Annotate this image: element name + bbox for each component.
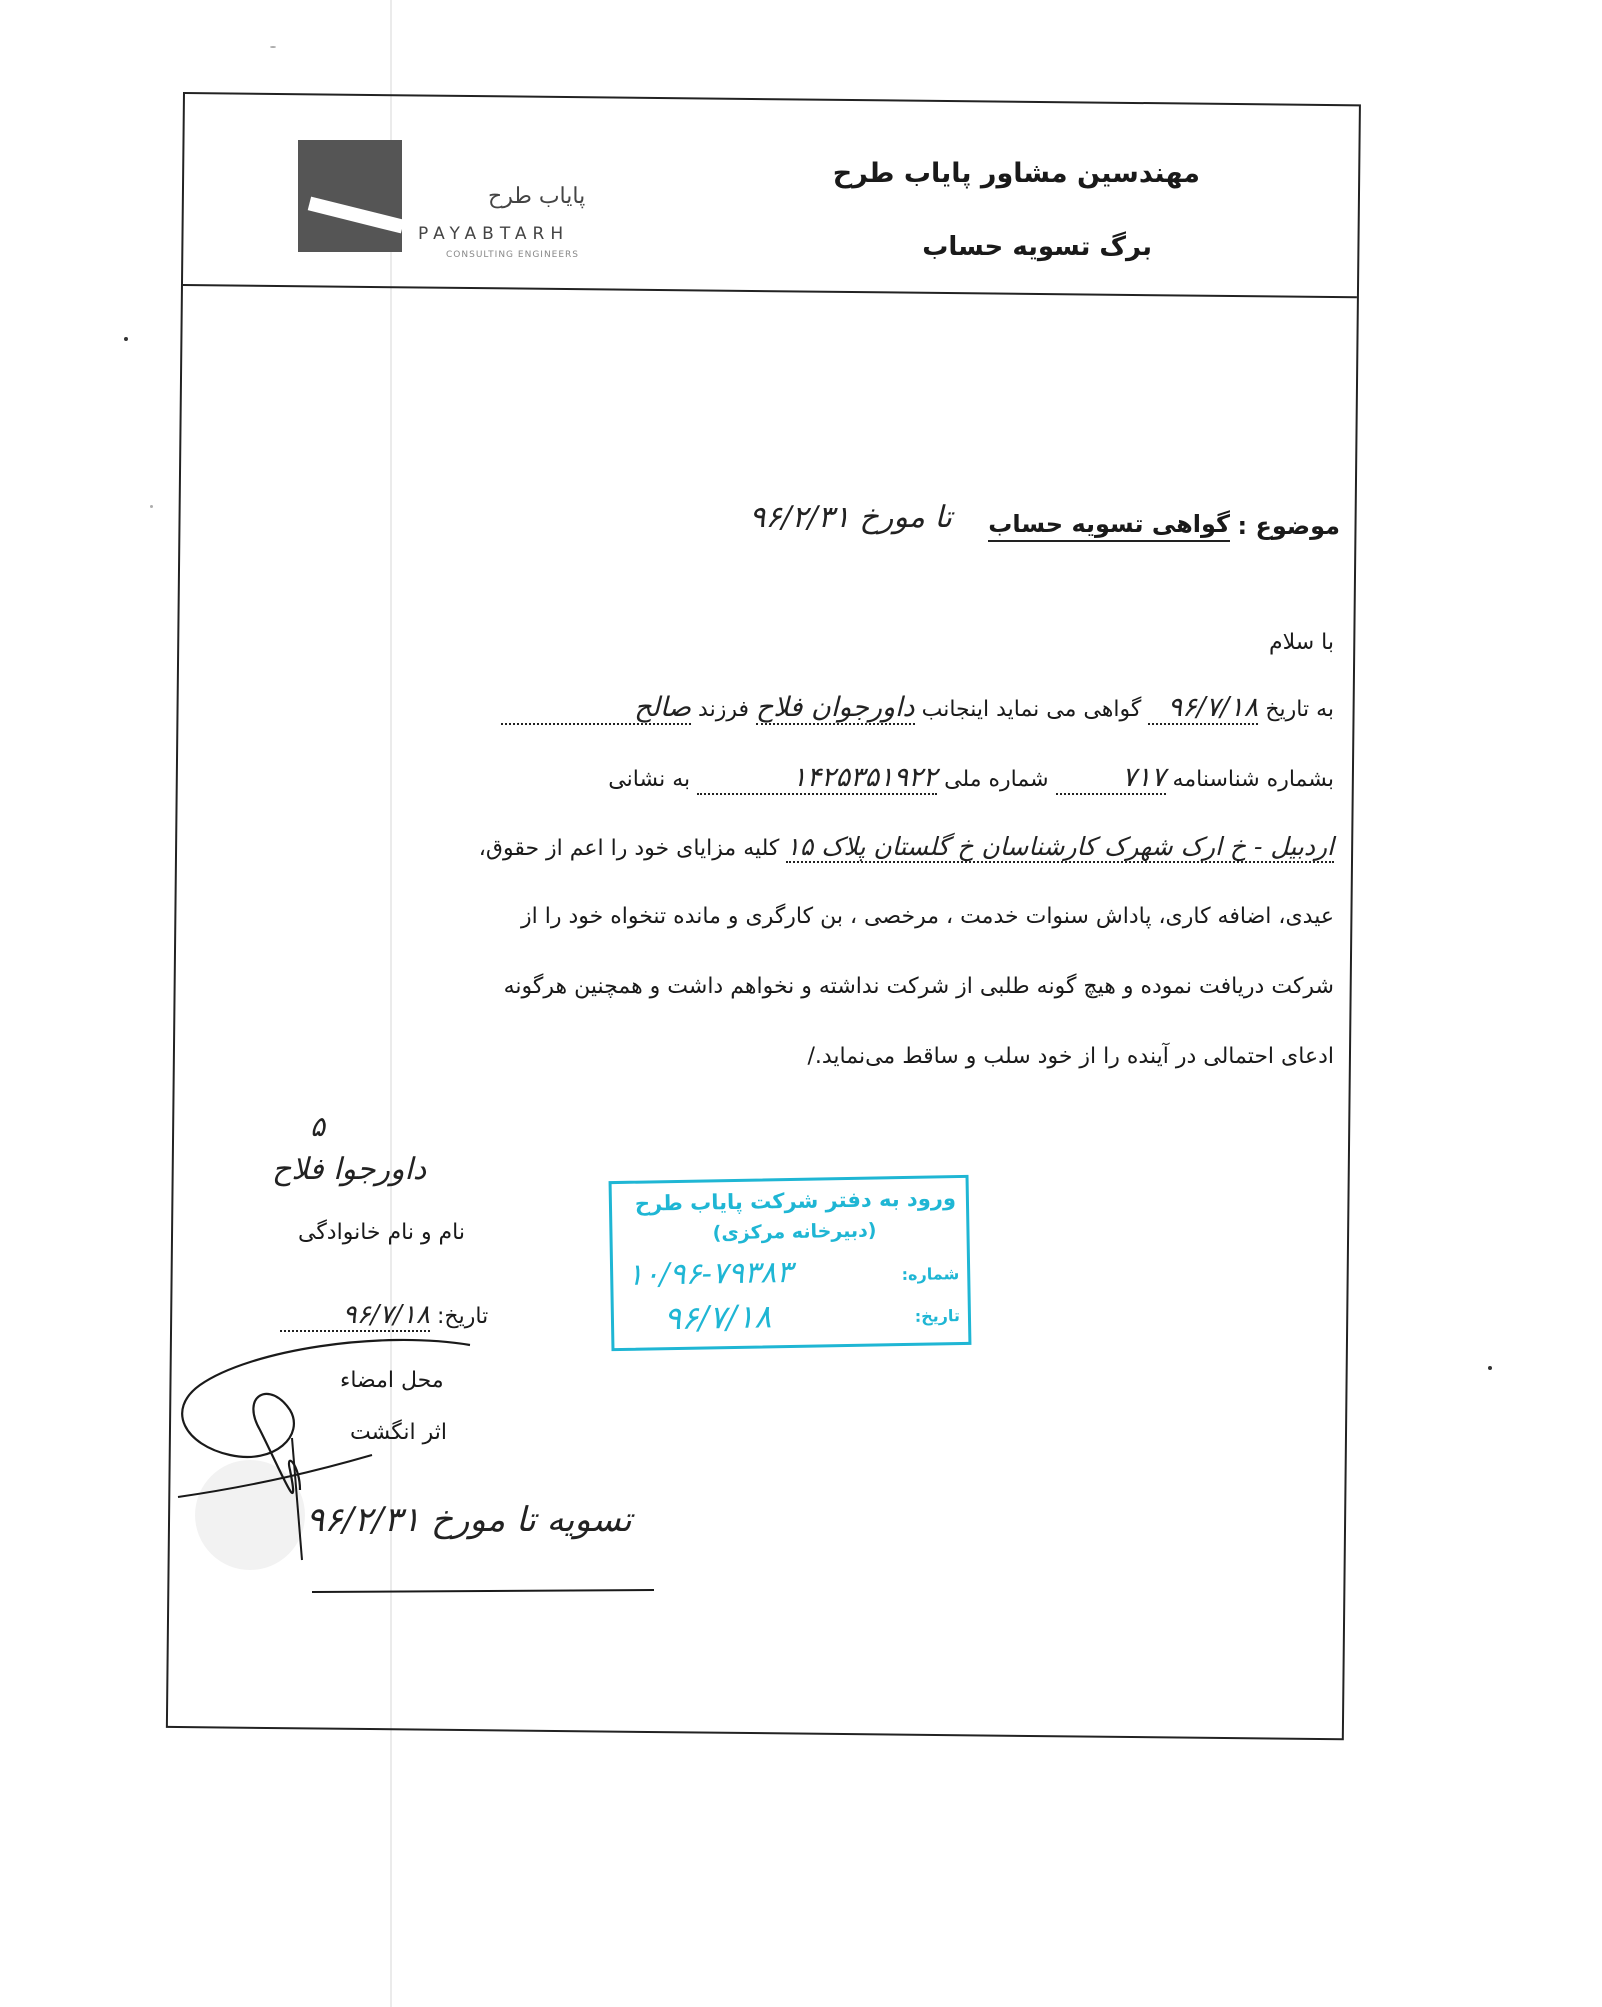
stamp-date-value: ۹۶/۷/۱۸ — [663, 1297, 772, 1338]
stamp-date-label: تاریخ: — [914, 1306, 961, 1326]
line2-national-id: ۱۴۲۵۳۵۱۹۲۲ — [697, 762, 937, 795]
line1-date: ۹۶/۷/۱۸ — [1148, 692, 1258, 725]
subject-label: موضوع : — [1237, 512, 1340, 540]
line2-text-c: شماره ملی — [944, 767, 1049, 792]
stamp-title: ورود به دفتر شرکت پایاب طرح — [634, 1186, 957, 1216]
line1-father-name: صالح — [501, 692, 691, 725]
letter-line-5: شرکت دریافت نموده و هیچ گونه طلبی از شرکت نداشته و نخواهم داشت و همچنین هرگونه — [503, 974, 1334, 999]
signature-date-label: تاریخ: — [437, 1304, 489, 1329]
header-separator — [183, 284, 1357, 298]
stamp-number-label: شماره: — [901, 1264, 960, 1285]
fingerprint-label: اثر انگشت — [350, 1420, 447, 1445]
line1-text-a: به تاریخ — [1265, 697, 1334, 722]
full-name-label: نام و نام خانوادگی — [298, 1220, 466, 1245]
company-name: مهندسین مشاور پایاب طرح — [832, 158, 1200, 189]
line1-name: داورجوان فلاح — [755, 692, 915, 723]
signature-hand-name: داورجوا فلاح — [272, 1152, 427, 1187]
scan-speck — [124, 337, 128, 341]
scan-speck — [1488, 1366, 1492, 1370]
stamp-number-value: ۱۰/۹۶-۷۹۳۸۳ — [626, 1254, 793, 1293]
line2-birth-cert-number: ۷۱۷ — [1056, 762, 1166, 795]
signature-hand-mark: ۵ — [310, 1110, 326, 1143]
letter-line-2 — [608, 762, 1334, 795]
logo-persian-text: پایاب طرح — [488, 184, 586, 209]
scan-speck — [270, 46, 276, 48]
greeting: با سلام — [1268, 630, 1334, 655]
company-logo-mark — [298, 140, 402, 252]
signature-place-label: محل امضاء — [340, 1368, 444, 1393]
logo-tagline: CONSULTING ENGINEERS — [446, 250, 580, 260]
line2-text-d: به نشانی — [608, 767, 691, 792]
letter-line-1 — [501, 692, 1334, 725]
line3-address: اردبیل - خ ارک شهرک کارشناسان خ گلستان پلاک ۱۵ — [786, 832, 1334, 861]
line3-text: کلیه مزایای خود را اعم از حقوق، — [478, 836, 780, 861]
letter-line-3 — [479, 832, 1334, 863]
logo-english-text: PAYABTARH — [418, 224, 570, 244]
signature-date-value: ۹۶/۷/۱۸ — [280, 1300, 430, 1332]
settlement-handwritten-note: تسویه تا مورخ ۹۶/۲/۳۱ — [306, 1500, 632, 1540]
line1-text-c: فرزند — [698, 697, 749, 722]
line2-text-a: بشماره — [1266, 767, 1334, 792]
office-entry-stamp — [609, 1175, 972, 1351]
signature-date-row — [280, 1300, 488, 1332]
letter-line-4: عیدی، اضافه کاری، پاداش سنوات خدمت ، مرخصی ، بن کارگری و مانده تنخواه خود را از — [521, 904, 1334, 929]
line1-text-b: گواهی می نماید اینجانب — [921, 697, 1142, 722]
stamp-subtitle: (دبیرخانه مرکزی) — [712, 1219, 877, 1245]
subject-value: گواهی تسویه حساب — [988, 510, 1230, 542]
subject-handwritten-date: تا مورخ ۹۶/۲/۳۱ — [749, 500, 952, 535]
scan-speck — [150, 505, 153, 508]
form-title: برگ تسویه حساب — [922, 232, 1152, 262]
letter-line-6: ادعای احتمالی در آینده را از خود سلب و ساقط می‌نماید./ — [807, 1044, 1334, 1069]
line2-text-b: شناسنامه — [1172, 767, 1260, 792]
